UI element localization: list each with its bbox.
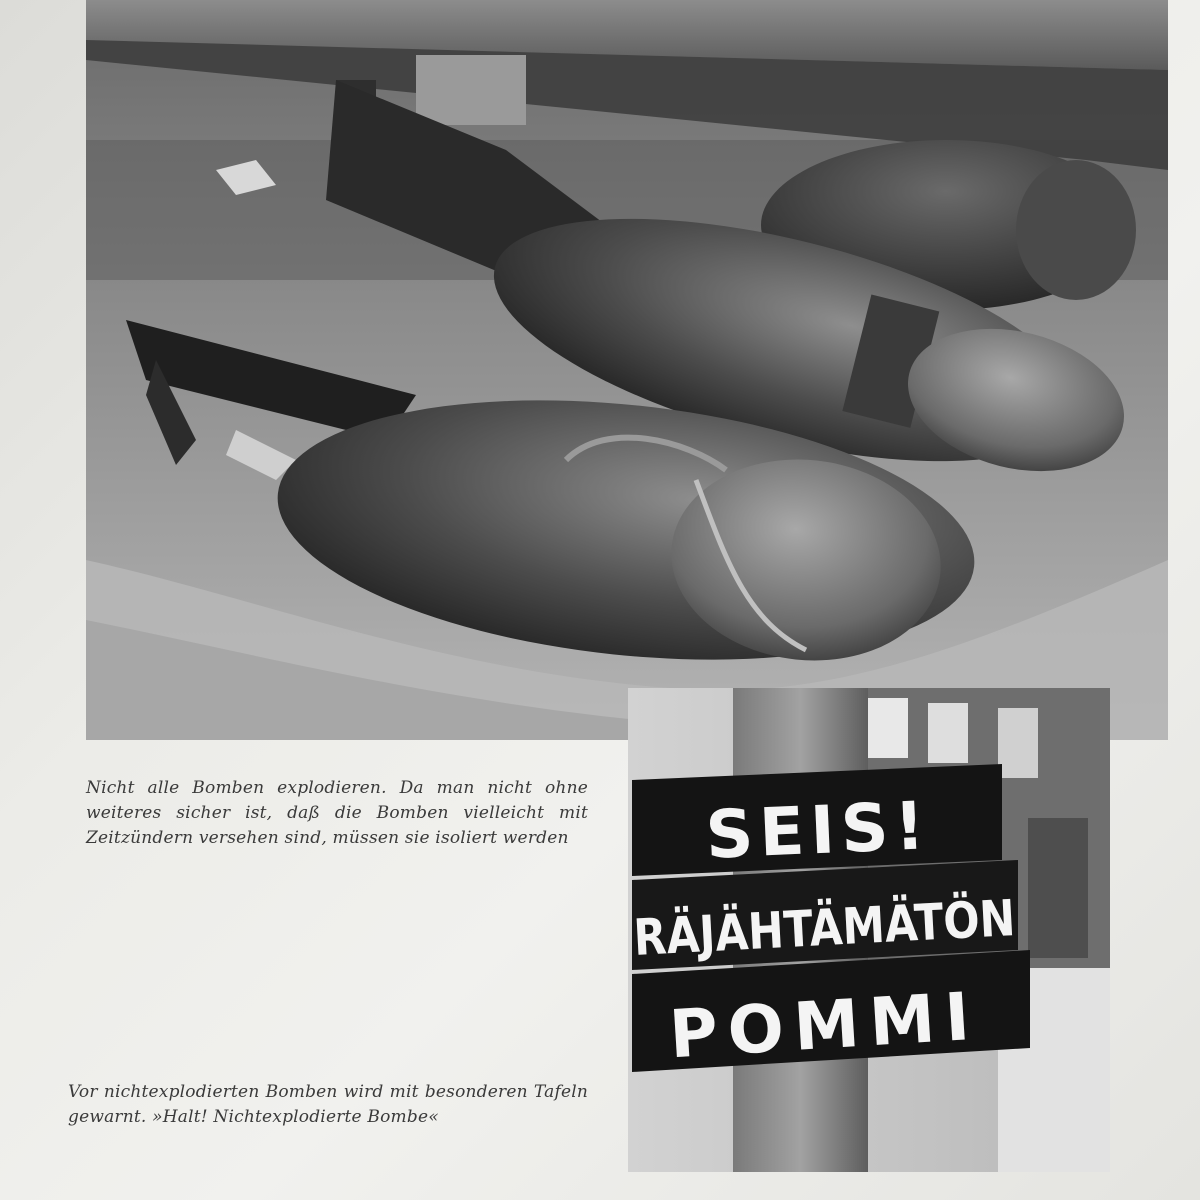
sign-line-seis: SEIS!	[704, 787, 933, 874]
bombs-photo-illustration	[86, 0, 1168, 740]
warning-sign-caption: Vor nichtexplodierten Bomben wird mit besonderen Tafeln gewarnt. »Halt! Nichtexplodierte Bombe«	[68, 1082, 588, 1127]
bombs-caption: Nicht alle Bomben explodieren. Da man nicht ohne weiteres sicher ist, daß die Bomben vielleicht mit Zeitzündern versehen sind, müssen sie isoliert werden	[86, 778, 588, 848]
sign-line-rajahtamaton: RÄJÄHTÄMÄTÖN	[632, 885, 1083, 967]
warning-sign-photo	[628, 688, 1110, 1172]
bombs-photo	[86, 0, 1168, 740]
sign-line-pommi: POMMI	[667, 977, 982, 1074]
warning-sign-illustration	[628, 688, 1110, 1172]
